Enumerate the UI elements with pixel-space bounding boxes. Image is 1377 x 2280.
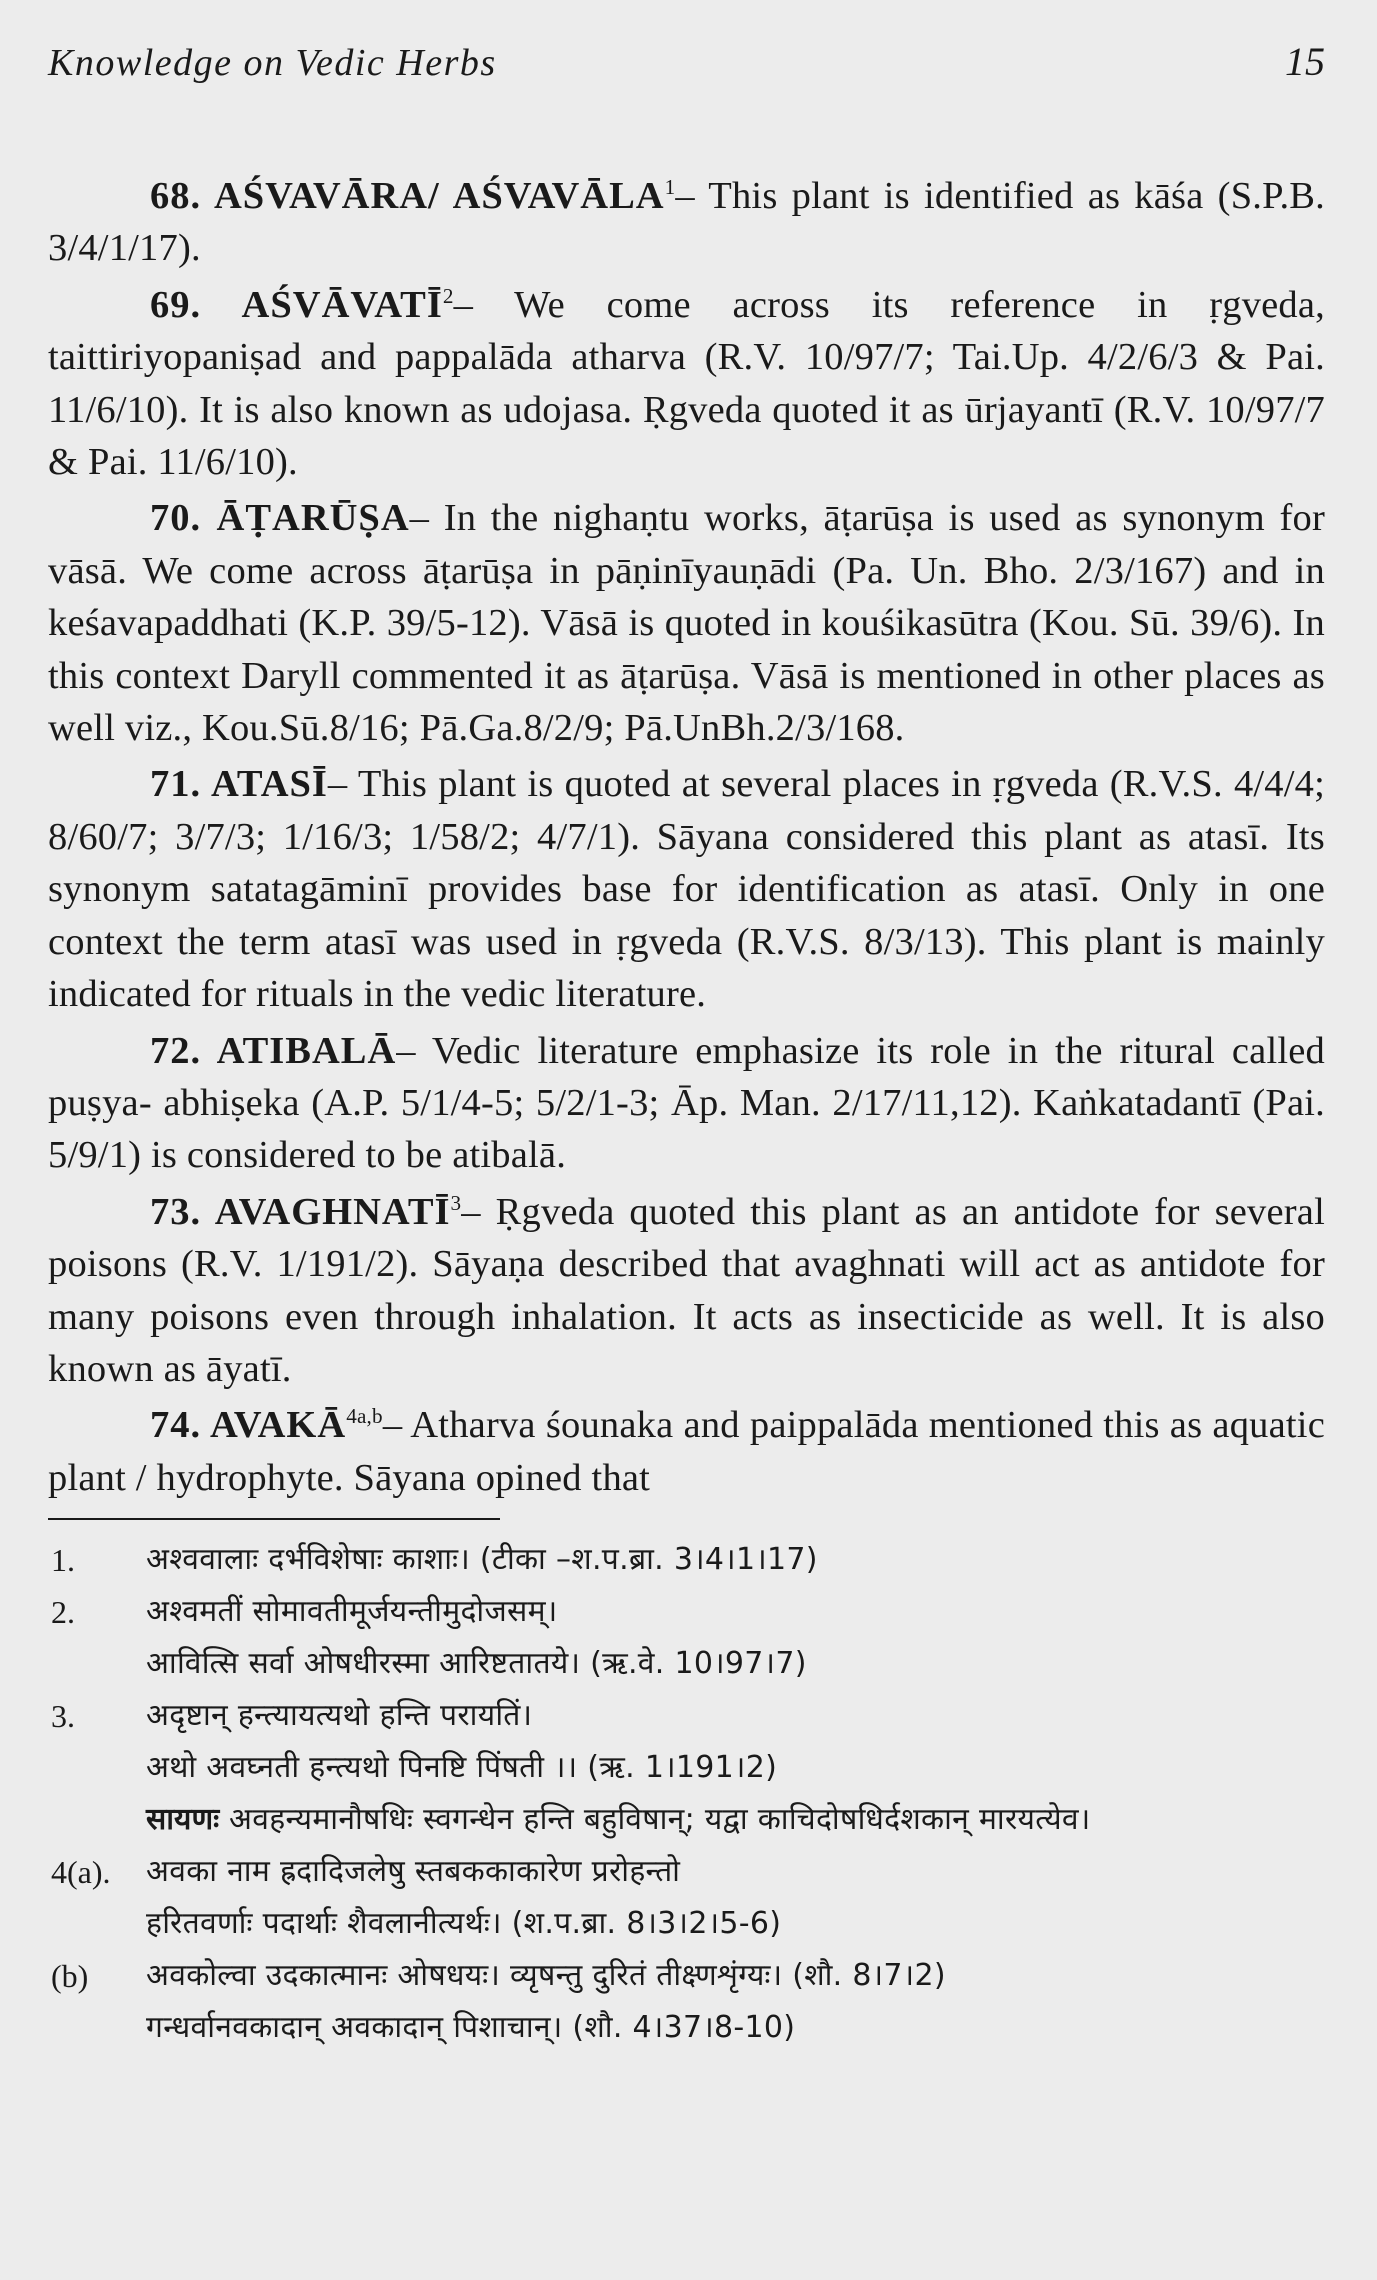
- footnote-body: [146, 1950, 946, 2054]
- footnote-text: हरितवर्णाः पदार्थाः शैवलानीत्यर्थः। (श.प.ब्रा. 8।3।2।5-6): [146, 1906, 782, 1942]
- footnote-text: गन्धर्वानवकादान् अवकादान् पिशाचान्। (शौ. 4।37।8-10): [146, 2010, 796, 2046]
- body-text: [48, 170, 1325, 1504]
- footnote-line: [146, 1586, 807, 1638]
- footnote-text: अश्ववालाः दर्भविशेषाः काशाः। (टीका –श.प.ब्रा. 3।4।1।17): [146, 1542, 818, 1578]
- entry-text: – Atharva śounaka and paippalāda mentioned this as aquatic plant / hydrophyte. Sāyana opined that: [48, 1404, 1325, 1499]
- footnote-1: [48, 1534, 1325, 1586]
- entry-heading: 72. ATIBALĀ: [150, 1029, 397, 1072]
- page-number: 15: [1285, 39, 1325, 84]
- entry-heading: 68. AŚVAVĀRA/ AŚVAVĀLA: [150, 175, 665, 217]
- footnote-4b: [48, 1950, 1325, 2054]
- footnote-divider: [48, 1518, 500, 1520]
- footnote-4a: [48, 1846, 1325, 1950]
- footnote-ref: 2: [442, 283, 454, 308]
- footnote-ref: 3: [450, 1190, 462, 1215]
- footnote-bold: सायणः: [146, 1802, 220, 1838]
- entry-text: – In the nighaṇtu works, āṭarūṣa is used as synonym for vāsā. We come across āṭarūṣa in pāṇinīyauṇādi (Pa. Un. Bho. 2/3/167) and in keśavapaddhati (K.P. 39/5-12). Vāsā is quoted in kouśikasūtra (Kou. Sū. 39/6). In this context Daryll commented it as āṭarūṣa. Vāsā is mentioned in other places as well viz., Kou.Sū.8/16; Pā.Ga.8/2/9; Pā.UnBh.2/3/168.: [48, 497, 1325, 750]
- footnote-body: [146, 1690, 1091, 1846]
- footnote-2: [48, 1586, 1325, 1690]
- entry-71: [48, 758, 1325, 1020]
- footnote-line: [146, 2002, 946, 2054]
- footnote-number: 2.: [51, 1594, 75, 1631]
- entry-68: [48, 170, 1325, 275]
- footnote-text: अवकोल्वा उदकात्मानः ओषधयः। व्यृषन्तु दुरितं तीक्ष्णशृंग्यः। (शौ. 8।7।2): [146, 1958, 946, 1994]
- entry-70: [48, 492, 1325, 754]
- footnote-ref: 4a,b: [346, 1404, 383, 1429]
- footnote-number: 1.: [51, 1542, 75, 1579]
- footnote-line: [146, 1898, 781, 1950]
- running-title: Knowledge on Vedic Herbs: [48, 42, 497, 84]
- footnote-line: [146, 1846, 781, 1898]
- entry-74: [48, 1399, 1325, 1504]
- footnote-line: [146, 1638, 807, 1690]
- entry-text: – Vedic literature emphasize its role in the ritural called puṣya- abhiṣeka (A.P. 5/1/4-5; 5/2/1-3; Āp. Man. 2/17/11,12). Kaṅkatadantī (Pai. 5/9/1) is considered to be atibalā.: [48, 1029, 1326, 1177]
- footnote-text: अश्वमतीं सोमावतीमूर्जयन्तीमुदोजसम्।: [146, 1594, 558, 1630]
- entry-heading: 70. ĀṬARŪṢA: [150, 497, 410, 540]
- entry-72: [48, 1025, 1325, 1182]
- entry-69: [48, 279, 1325, 489]
- footnote-text: अथो अवघ्नती हन्त्यथो पिनष्टि पिंषती ।। (ऋ. 1।191।2): [146, 1750, 778, 1786]
- footnotes: [48, 1534, 1325, 2054]
- footnote-text: अवहन्यमानौषधिः स्वगन्धेन हन्ति बहुविषान्; यद्वा काचिदोषधिर्दशकान् मारयत्येव।: [219, 1802, 1091, 1838]
- footnote-body: [146, 1534, 818, 1586]
- entry-heading: 74. AVAKĀ: [150, 1404, 347, 1447]
- footnote-body: [146, 1846, 781, 1950]
- entry-73: [48, 1186, 1325, 1396]
- footnote-number: 3.: [51, 1698, 75, 1735]
- entry-text: – We come across its reference in ṛgveda, taittiriyopaniṣad and pappalāda atharva (R.V. 10/97/7; Tai.Up. 4/2/6/3 & Pai. 11/6/10). It is also known as udojasa. Ṛgveda quoted it as ūrjayantī (R.V. 10/97/7 & Pai. 11/6/10).: [48, 283, 1325, 484]
- entry-text: – This plant is identified as kāśa (S.P.B. 3/4/1/17).: [48, 175, 1326, 270]
- entry-heading: 73. AVAGHNATĪ: [150, 1190, 451, 1233]
- footnote-line: [146, 1742, 1091, 1794]
- footnote-text: अवका नाम ह्रदादिजलेषु स्तबककाकारेण प्ररोहन्तो: [146, 1854, 681, 1890]
- footnote-text: आवित्सि सर्वा ओषधीरस्मा आरिष्टतातये। (ऋ.वे. 10।97।7): [146, 1646, 807, 1682]
- footnote-body: [146, 1586, 807, 1690]
- running-header: [48, 38, 1325, 90]
- entry-text: – This plant is quoted at several places in ṛgveda (R.V.S. 4/4/4; 8/60/7; 3/7/3; 1/16/3; 1/58/2; 4/7/1). Sāyana considered this plant as atasī. Its synonym satatagāminī provides base for identification as atasī. Only in one context the term atasī was used in ṛgveda (R.V.S. 8/3/13). This plant is mainly indicated for rituals in the vedic literature.: [48, 763, 1325, 1016]
- entry-heading: 69. AŚVĀVATĪ: [150, 283, 443, 326]
- footnote-line: [146, 1794, 1091, 1846]
- footnote-3: [48, 1690, 1325, 1846]
- entry-text: – Ṛgveda quoted this plant as an antidote for several poisons (R.V. 1/191/2). Sāyaṇa described that avaghnati will act as antidote for many poisons even through inhalation. It acts as insecticide as well. It is also known as āyatī.: [48, 1190, 1325, 1390]
- entry-heading: 71. ATASĪ: [150, 763, 328, 806]
- footnote-line: [146, 1950, 946, 2002]
- footnote-line: [146, 1534, 818, 1586]
- footnote-line: [146, 1690, 1091, 1742]
- footnote-text: अदृष्टान् हन्त्यायत्यथो हन्ति परायतिं।: [146, 1698, 533, 1734]
- footnote-ref: 1: [664, 175, 676, 200]
- footnote-number: (b): [51, 1958, 89, 1995]
- footnote-number: 4(a).: [51, 1854, 111, 1891]
